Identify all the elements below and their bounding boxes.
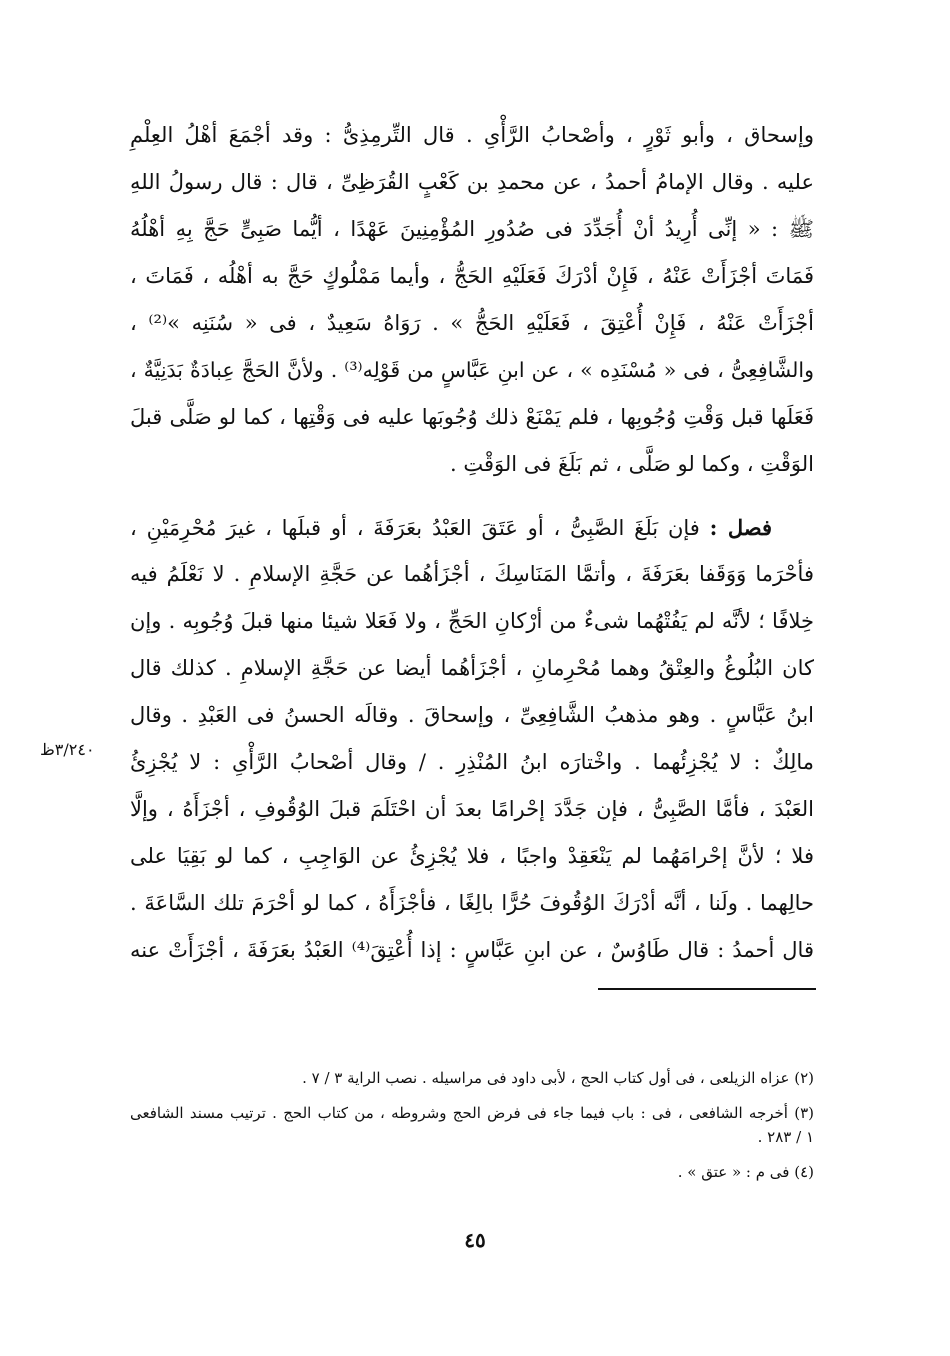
fasl-first-line-text: فإن بَلَغَ الصَّبِىُّ ، أو عَتَقَ العَبْدُ بعَرَفَةَ ، أو قبلَها ، غيرَ مُحْرِمَيْنِ ، [130,516,700,540]
text-line: فأحْرَما وَوَقَفا بعَرَفَةَ ، وأتمَّا المَنَاسِكَ ، أجْزَأهُما عن حَجَّةِ الإسلامِ . لا نَعْلَمُ فيه [130,562,814,586]
text-line: ابنُ عَبَّاسٍ . وهو مذهبُ الشَّافِعِىِّ ، وإسحاقَ . وقالَه الحسنُ فى العَبْدِ . وقال [130,703,814,727]
text-line: كان البُلُوغُ والعِتْقُ وهما مُحْرِمانِ ، أجْزَأهُما أيضا عن حَجَّةِ الإسلامِ . كذلك قال [130,656,814,680]
main-text-block [130,112,814,974]
text-line: عليه . وقال الإمامُ أحمدُ ، عن محمدِ بن كَعْبٍ القُرَظِىِّ ، قال : قال رسولُ اللهِ [130,170,814,194]
page-number: ٤٥ [464,1228,486,1252]
text-line: أجْزَأَتْ عَنْهُ ، فَإِنْ أُعْتِقَ ، فَعَلَيْهِ الحَجُّ » . رَوَاهُ سَعِيدٌ ، فى « سُنَنِه »⁽²⁾ ، [130,311,814,335]
footnotes-block [130,1066,814,1184]
text-line: فَعَلَها قبل وَقْتِ وُجُوبِها ، فلم يَمْنَعْ ذلك وُجُوبَها عليه فى وَقْتِها ، كما لو صَلَّى قبلَ [130,405,814,429]
text-line: قال أحمدُ : قال طَاوُسٌ ، عن ابنِ عَبَّاسٍ : إذا أُعْتِقَ⁽⁴⁾ العَبْدُ بعَرَفَةَ ، أجْزَأَتْ عنه [130,938,814,962]
text-line: والشَّافِعِىُّ ، فى « مُسْنَدِه » ، عن ابنِ عَبَّاسٍ من قَوْلِه⁽³⁾ . ولأنَّ الحَجَّ عِبادَةٌ بَدَنِيَّةٌ ، [130,358,814,382]
text-line: وإسحاق ، وأبو ثَوْرٍ ، وأصْحابُ الرَّأْىِ . قال التِّرمِذِىُّ : وقد أجْمَعَ أهْلُ العِلْمِ [130,123,814,147]
fasl-first-line: ​ فصل : فإن بَلَغَ الصَّبِىُّ ، أو عَتَقَ العَبْدُ بعَرَفَةَ ، أو قبلَها ، غيرَ مُحْرِمَيْنِ ، [130,515,815,540]
text-line: حالِهما . ولَنا ، أنَّه أدْرَكَ الوُقُوفَ حُرًّا بالِغًا ، فأجْزَأَهُ ، كما لو أحْرَمَ تلك السَّاعَةَ . [130,891,814,915]
text-line: خِلافًا ؛ لأنَّه لم يَفُتْهُما شىءٌ من أرْكانِ الحَجِّ ، ولا فَعَلا شيئا منها قبلَ وُجُوبِه . وإن [130,609,815,633]
footnote-2: (٢) عزاه الزيلعى ، فى أول كتاب الحج ، لأبى داود فى مراسيله . نصب الراية ٣ / ٧ . [302,1069,814,1087]
footnote-3: (٣) أخرجه الشافعى ، فى : باب فيما جاء فى فرض الحج وشروطه ، من كتاب الحج . ترتيب مسند الشافعى [130,1104,814,1122]
margin-manuscript-reference: ٣/٢٤٠ظ [40,740,95,759]
fasl-heading: فصل : [709,515,773,540]
text-line: الوَقْتِ ، وكما لو صَلَّى ، ثم بَلَغَ فى الوَقْتِ . [449,452,814,476]
text-line: العَبْدَ ، فأمَّا الصَّبِىُّ ، فإن جَدَّدَ إحْرامًا بعدَ أن احْتَلَمَ قبلَ الوُقُوفِ ، أجْزَأَهُ ، وإلَّا [130,797,814,821]
text-line: ﷺ : « إنِّى أُرِيدُ أنْ أُجَدِّدَ فى صُدُورِ المُؤْمِنِينَ عَهْدًا ، أيُّما صَبِىٍّ حَجَّ بِهِ أهْلُهُ [130,217,814,241]
paragraph-gap [130,488,814,504]
text-line: فَمَاتَ أجْزَأَتْ عَنْهُ ، فَإِنْ أدْرَكَ فَعَلَيْهِ الحَجُّ ، وأيما مَمْلُوكٍ حَجَّ به أهْلُه ، فَمَاتَ ، [130,264,814,288]
footnote-separator-rule [598,988,816,990]
text-line: مالِكٌ : لا يُجْزِئُهما . واخْتارَه ابنُ المُنْذِرِ . / وقال أصْحابُ الرَّأْىِ : لا يُجْزِئُ [130,750,814,774]
footnote-4: (٤) فى م : « عتق » . [677,1163,814,1181]
text-line: فلا ؛ لأنَّ إحْرامَهُما لم يَنْعَقِدْ واجبًا ، فلا يُجْزِئُ عن الوَاجِبِ ، كما لو بَقِيَا على [130,844,814,868]
footnote-3-continuation: ١ / ٢٨٣ . [757,1128,814,1146]
